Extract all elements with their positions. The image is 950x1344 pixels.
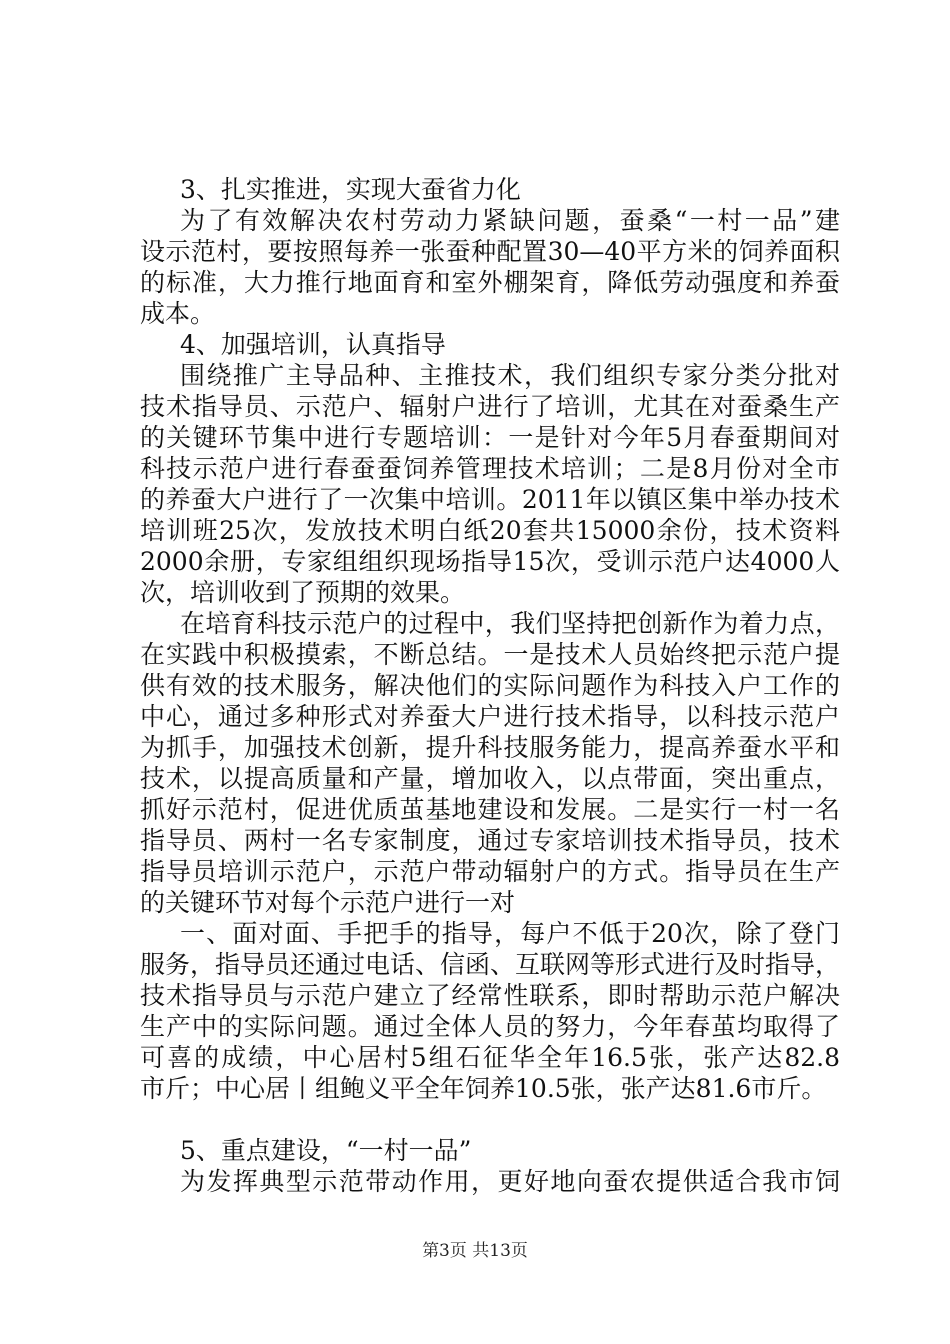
page-number-footer: 第3页 共13页 — [422, 1241, 528, 1261]
section-heading-5 — [140, 1135, 840, 1166]
paragraph-line: 在实践中积极摸索，不断总结。一是技术人员始终把示范户提 — [140, 640, 840, 669]
paragraph-line: 为发挥典型示范带动作用，更好地向蚕农提供适合我市饲 — [180, 1167, 840, 1196]
paragraph-line: 围绕推广主导品种、主推技术，我们组织专家分类分批对 — [180, 361, 840, 390]
paragraph-line: 的养蚕大户进行了一次集中培训。2011年以镇区集中举办技术 — [140, 485, 840, 514]
paragraph-line: 抓好示范村，促进优质茧基地建设和发展。二是实行一村一名 — [140, 795, 840, 824]
paragraph-key-construction — [140, 1166, 840, 1197]
heading-line: 3、扎实推进，实现大蚕省力化 — [180, 175, 521, 204]
paragraph-line: 培训班25次，发放技术明白纸20套共15000余份，技术资料 — [140, 516, 840, 545]
paragraph-line: 2000余册，专家组组织现场指导15次，受训示范户达4000人 — [140, 547, 840, 576]
paragraph-line: 供有效的技术服务，解决他们的实际问题作为科技入户工作的 — [140, 671, 840, 700]
paragraph-line: 设示范村，要按照每养一张蚕种配置30—40平方米的饲养面积 — [140, 237, 840, 266]
paragraph-line: 服务，指导员还通过电话、信函、互联网等形式进行及时指导， — [140, 950, 840, 979]
paragraph-line: 市斤；中心居丨组鲍义平全年饲养10.5张，张产达81.6市斤。 — [140, 1074, 827, 1103]
paragraph-line: 在培育科技示范户的过程中，我们坚持把创新作为着力点， — [180, 609, 840, 638]
paragraph-line: 次，培训收到了预期的效果。 — [140, 578, 466, 607]
paragraph-guidance — [140, 918, 840, 1104]
paragraph-line: 科技示范户进行春蚕蚕饲养管理技术培训；二是8月份对全市 — [140, 454, 840, 483]
paragraph-line: 技术指导员、示范户、辐射户进行了培训，尤其在对蚕桑生产 — [140, 392, 840, 421]
section-heading-3 — [140, 174, 840, 205]
paragraph-line: 一、面对面、手把手的指导，每户不低于20次，除了登门 — [180, 919, 840, 948]
paragraph-line: 为了有效解决农村劳动力紧缺问题，蚕桑“一村一品”建 — [180, 206, 840, 235]
paragraph-line: 的关键环节集中进行专题培训：一是针对今年5月春蚕期间对 — [140, 423, 840, 452]
paragraph-line: 指导员、两村一名专家制度，通过专家培训技术指导员，技术 — [140, 826, 840, 855]
paragraph-line: 中心，通过多种形式对养蚕大户进行技术指导，以科技示范户 — [140, 702, 840, 731]
blank-line — [140, 1104, 840, 1135]
heading-line: 4、加强培训，认真指导 — [180, 330, 446, 359]
section-heading-4 — [140, 329, 840, 360]
paragraph-line: 的标准，大力推行地面育和室外棚架育，降低劳动强度和养蚕 — [140, 268, 840, 297]
paragraph-line: 的关键环节对每个示范户进行一对 — [140, 888, 516, 917]
paragraph-labor — [140, 205, 840, 329]
heading-line: 5、重点建设，“一村一品” — [180, 1136, 472, 1165]
paragraph-line: 成本。 — [140, 299, 216, 328]
paragraph-line: 技术指导员与示范户建立了经常性联系，即时帮助示范户解决 — [140, 981, 840, 1010]
paragraph-line: 指导员培训示范户，示范户带动辐射户的方式。指导员在生产 — [140, 857, 840, 886]
paragraph-line: 可喜的成绩，中心居村5组石征华全年16.5张，张产达82.8 — [140, 1043, 840, 1072]
paragraph-training — [140, 360, 840, 608]
paragraph-line: 为抓手，加强技术创新，提升科技服务能力，提高养蚕水平和 — [140, 733, 840, 762]
paragraph-line: 技术，以提高质量和产量，增加收入，以点带面，突出重点， — [140, 764, 840, 793]
paragraph-line: 生产中的实际问题。通过全体人员的努力，今年春茧均取得了 — [140, 1012, 840, 1041]
paragraph-demonstration — [140, 608, 840, 918]
document-body — [140, 174, 840, 1197]
